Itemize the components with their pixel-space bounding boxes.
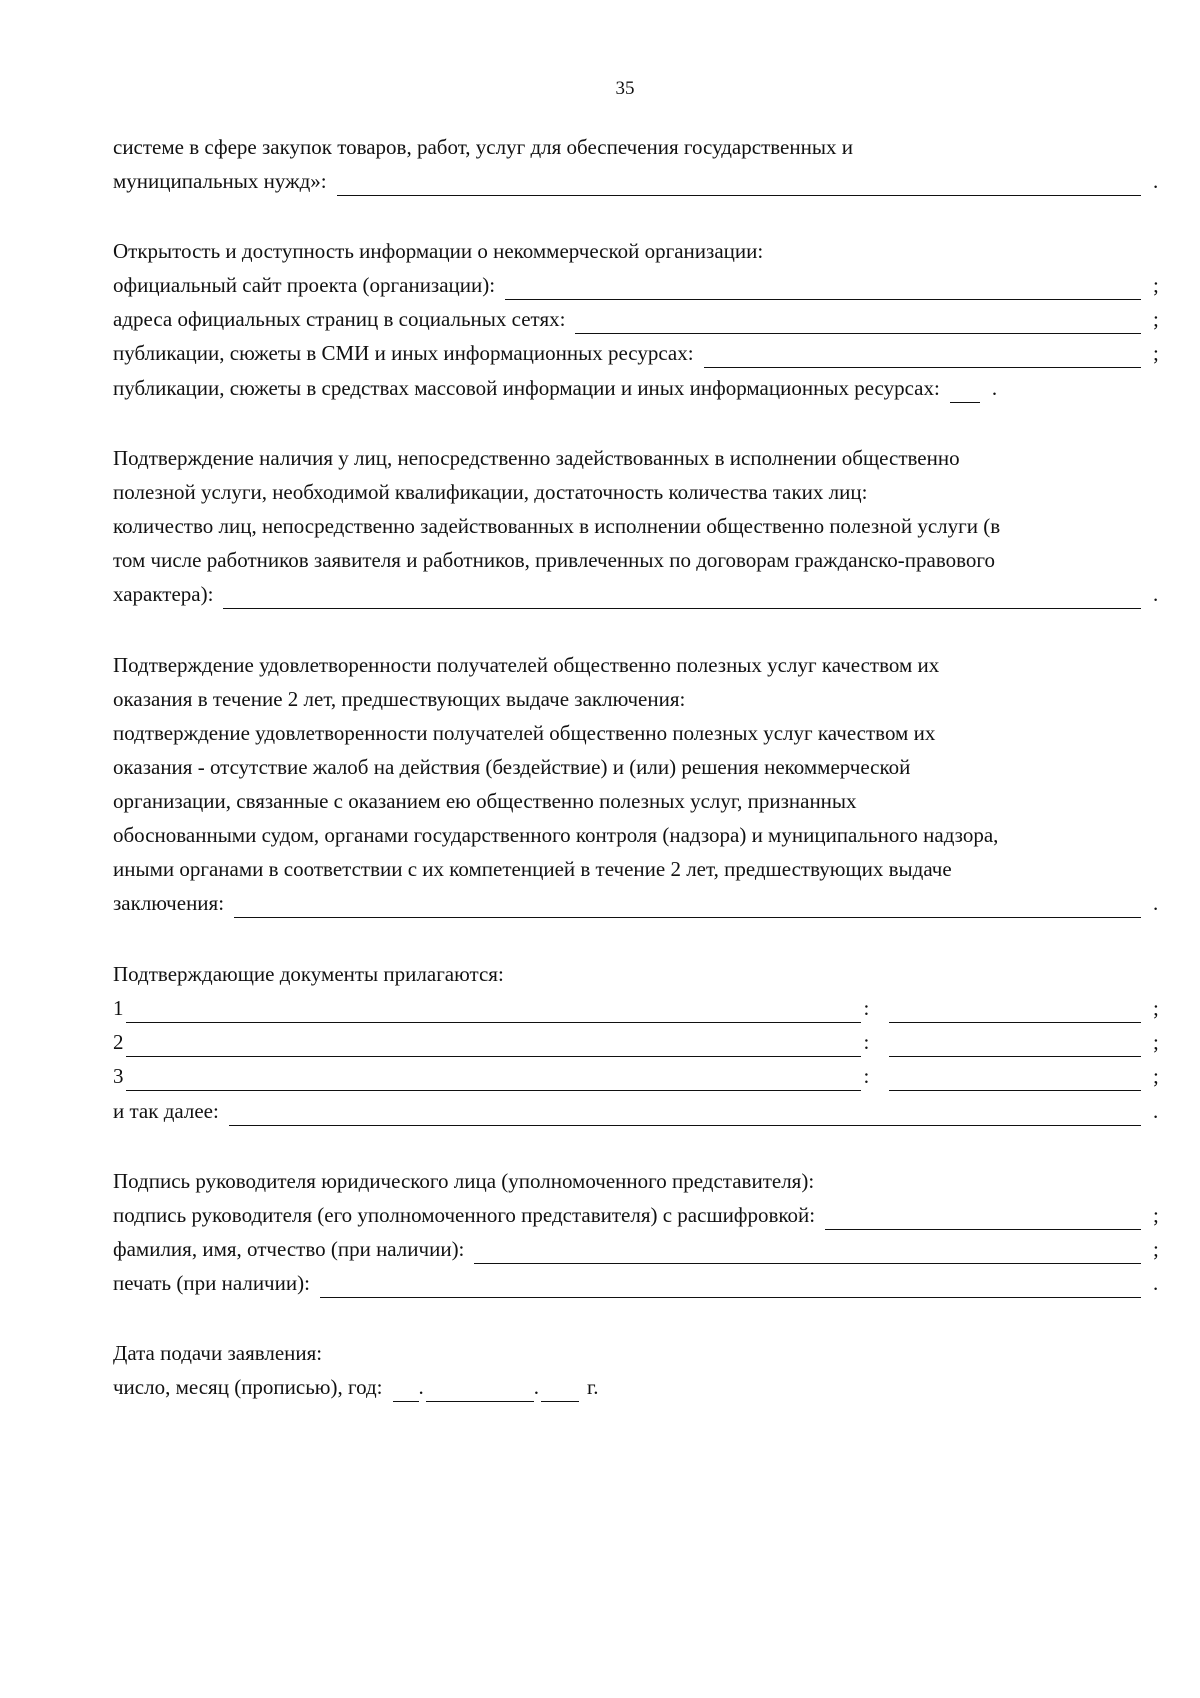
end-semicolon: ; [1153,1203,1159,1227]
document-name-blank[interactable] [126,1000,861,1023]
satisfaction-line-1: Подтверждение удовлетворенности получателей общественно полезных услуг качеством их [113,653,940,677]
mass-media-blank[interactable] [950,380,980,403]
site-blank[interactable] [505,277,1141,300]
end-semicolon: ; [1153,341,1159,365]
end-dot: . [1153,169,1159,193]
qualification-line-3: количество лиц, непосредственно задействованных в исполнении общественно полезной услуги (в [113,514,1001,538]
end-semicolon: ; [1153,1064,1159,1088]
etc-label: и так далее: [113,1099,219,1123]
date-label: число, месяц (прописью), год: [113,1375,383,1399]
qualification-line-2: полезной услуги, необходимой квалификации, достаточность количества таких лиц: [113,480,868,504]
end-semicolon: ; [1153,1030,1159,1054]
document-row [113,1027,1163,1057]
colon: : [863,1064,870,1088]
satisfaction-line-5: организации, связанные с оказанием ею общественно полезных услуг, признанных [113,789,857,813]
date-field [113,1372,1163,1402]
satisfaction-line-6: обоснованными судом, органами государственного контроля (надзора) и муниципального надзора, [113,823,999,847]
document-pages-blank[interactable] [889,1068,1141,1091]
signature-label: подпись руководителя (его уполномоченного представителя) с расшифровкой: [113,1203,816,1227]
document-name-blank[interactable] [126,1034,861,1057]
media-field [113,338,1163,368]
document-number: 1 [113,996,124,1020]
social-label: адреса официальных страниц в социальных сетях: [113,307,566,331]
end-dot: . [1153,1099,1159,1123]
end-dot: . [1153,1271,1159,1295]
full-name-field [113,1234,1163,1264]
intro-line-1: системе в сфере закупок товаров, работ, услуг для обеспечения государственных и [113,135,853,159]
procurement-label: муниципальных нужд»: [113,169,327,193]
staff-count-blank[interactable] [223,586,1141,609]
staff-count-label: характера): [113,582,214,606]
date-separator: . [418,1375,424,1399]
document-row [113,993,1163,1023]
document-number: 2 [113,1030,124,1054]
procurement-blank[interactable] [337,173,1141,196]
signature-blank[interactable] [825,1207,1141,1230]
mass-media-field [113,373,1163,403]
social-blank[interactable] [575,311,1141,334]
end-semicolon: ; [1153,996,1159,1020]
document-row [113,1061,1163,1091]
media-label: публикации, сюжеты в СМИ и иных информационных ресурсах: [113,341,694,365]
etc-field [113,1096,1163,1126]
stamp-field [113,1268,1163,1298]
date-heading: Дата подачи заявления: [113,1341,323,1365]
page-number: 35 [615,78,635,99]
full-name-blank[interactable] [474,1241,1141,1264]
documents-heading: Подтверждающие документы прилагаются: [113,962,504,986]
qualification-line-1: Подтверждение наличия у лиц, непосредственно задействованных в исполнении общественно [113,446,960,470]
year-blank[interactable] [541,1379,579,1402]
procurement-field [113,166,1163,196]
satisfaction-field [113,888,1163,918]
document-pages-blank[interactable] [889,1000,1141,1023]
site-label: официальный сайт проекта (организации): [113,273,496,297]
signature-field [113,1200,1163,1230]
document-name-blank[interactable] [126,1068,861,1091]
month-blank[interactable] [426,1379,534,1402]
qualification-line-4: том числе работников заявителя и работников, привлеченных по договорам гражданско-правового [113,548,995,572]
satisfaction-line-3: подтверждение удовлетворенности получателей общественно полезных услуг качеством их [113,721,936,745]
media-blank[interactable] [704,345,1141,368]
day-blank[interactable] [393,1379,419,1402]
full-name-label: фамилия, имя, отчество (при наличии): [113,1237,465,1261]
end-semicolon: ; [1153,1237,1159,1261]
satisfaction-line-4: оказания - отсутствие жалоб на действия (бездействие) и (или) решения некоммерческой [113,755,911,779]
colon: : [863,996,870,1020]
colon: : [863,1030,870,1054]
stamp-blank[interactable] [320,1275,1141,1298]
end-dot: . [1153,891,1159,915]
end-semicolon: ; [1153,307,1159,331]
site-field [113,270,1163,300]
staff-count-field [113,579,1163,609]
satisfaction-blank[interactable] [234,895,1141,918]
date-separator: . [533,1375,539,1399]
mass-media-label: публикации, сюжеты в средствах массовой информации и иных информационных ресурсах: [113,376,940,400]
end-semicolon: ; [1153,273,1159,297]
document-pages-blank[interactable] [889,1034,1141,1057]
end-dot: . [1153,582,1159,606]
openness-heading: Открытость и доступность информации о некоммерческой организации: [113,239,764,263]
satisfaction-line-2: оказания в течение 2 лет, предшествующих выдаче заключения: [113,687,686,711]
end-dot: . [991,376,998,400]
social-field [113,304,1163,334]
document-number: 3 [113,1064,124,1088]
etc-blank[interactable] [229,1103,1141,1126]
satisfaction-label: заключения: [113,891,225,915]
year-suffix: г. [587,1375,599,1399]
stamp-label: печать (при наличии): [113,1271,310,1295]
satisfaction-line-7: иными органами в соответствии с их компетенцией в течение 2 лет, предшествующих выдаче [113,857,952,881]
signature-heading: Подпись руководителя юридического лица (уполномоченного представителя): [113,1169,815,1193]
